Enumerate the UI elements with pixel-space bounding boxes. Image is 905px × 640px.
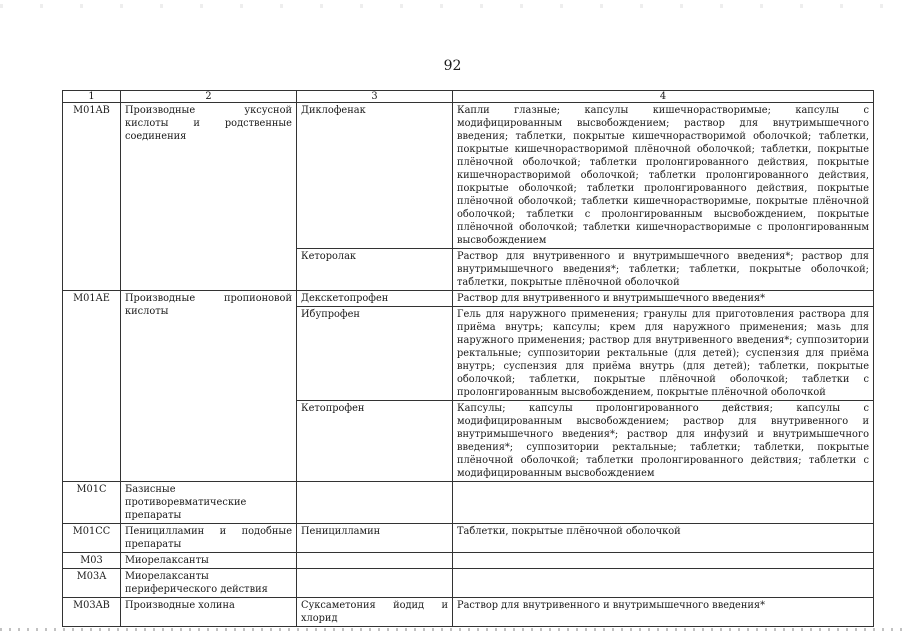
dosage-forms-cell: Раствор для внутривенного и внутримышечного введения* — [453, 598, 874, 627]
group-name-cell: Базисные противоревматические препараты — [121, 482, 297, 524]
group-name-cell: Пеницилламин и подобные препараты — [121, 524, 297, 553]
table-row — [63, 524, 874, 553]
table-row — [63, 598, 874, 627]
atc-code-cell: M03A — [63, 569, 121, 598]
drug-name-cell — [297, 553, 453, 569]
drug-name-cell — [297, 569, 453, 598]
dosage-forms-cell: Капсулы; капсулы пролонгированного действия; капсулы с модифицированным высвобождением; раствор для внутривенного и внутримышечного введения*; раствор для инфузий и внутримышечного введения*; суппозитории ректальные; таблетки; таблетки, покрытые плёночной оболочкой; таблетки пролонгированного действия; таблетки с модифицированным высвобождением — [453, 401, 874, 482]
table-row — [63, 291, 874, 307]
atc-code-cell: M01C — [63, 482, 121, 524]
drug-name-cell: Пеницилламин — [297, 524, 453, 553]
table-row — [63, 553, 874, 569]
column-header-1: 1 — [63, 91, 121, 103]
atc-code-cell: M01AE — [63, 291, 121, 482]
drug-name-cell — [297, 482, 453, 524]
dosage-forms-cell: Капли глазные; капсулы кишечнорастворимые; капсулы с модифицированным высвобождением; раствор для внутримышечного введения; таблетки, покрытые кишечнорастворимой оболочкой; таблетки, покрытые кишечнорастворимой плёночной оболочкой; таблетки, покрытые плёночной оболочкой; таблетки пролонгированного действия, покрытые кишечнорастворимой оболочкой; таблетки пролонгированного действия, покрытые оболочкой; таблетки пролонгированного действия, покрытые плёночной оболочкой; таблетки кишечнорастворимые, покрытые плёночной оболочкой; таблетки с пролонгированным высвобождением, покрытые плёночной оболочкой; таблетки кишечнорастворимые с пролонгированным высвобождением — [453, 103, 874, 249]
group-name-cell: Производные пропионовой кислоты — [121, 291, 297, 482]
table-row — [63, 103, 874, 249]
group-name-cell: Производные холина — [121, 598, 297, 627]
table-row — [63, 482, 874, 524]
drug-table — [62, 90, 874, 627]
drug-name-cell: Диклофенак — [297, 103, 453, 249]
atc-code-cell: M03 — [63, 553, 121, 569]
dosage-forms-cell: Раствор для внутривенного и внутримышечного введения*; раствор для внутримышечного введения*; таблетки; таблетки, покрытые оболочкой; таблетки, покрытые плёночной оболочкой — [453, 249, 874, 291]
atc-code-cell: M01AB — [63, 103, 121, 291]
drug-name-cell: Ибупрофен — [297, 307, 453, 401]
column-header-4: 4 — [453, 91, 874, 103]
atc-code-cell: M03AB — [63, 598, 121, 627]
drug-name-cell: Кетопрофен — [297, 401, 453, 482]
dosage-forms-cell — [453, 553, 874, 569]
scan-artifact-bottom — [0, 628, 905, 631]
dosage-forms-cell: Гель для наружного применения; гранулы для приготовления раствора для приёма внутрь; капсулы; крем для наружного применения; мазь для наружного применения; раствор для внутривенного введения*; суппозитории ректальные; суппозитории ректальные (для детей); суспензия для приёма внутрь; суспензия для приёма внутрь (для детей); таблетки, покрытые оболочкой; таблетки, покрытые плёночной оболочкой; таблетки с пролонгированным высвобождением, покрытые плёночной оболочкой — [453, 307, 874, 401]
atc-code-cell: M01CC — [63, 524, 121, 553]
scan-artifact-top — [0, 4, 905, 8]
dosage-forms-cell: Таблетки, покрытые плёночной оболочкой — [453, 524, 874, 553]
group-name-cell: Миорелаксанты — [121, 553, 297, 569]
drug-name-cell: Суксаметония йодид и хлорид — [297, 598, 453, 627]
group-name-cell: Производные уксусной кислоты и родственные соединения — [121, 103, 297, 291]
table-row — [63, 569, 874, 598]
page-number: 92 — [443, 58, 462, 74]
column-header-2: 2 — [121, 91, 297, 103]
drug-name-cell: Кеторолак — [297, 249, 453, 291]
dosage-forms-cell — [453, 569, 874, 598]
group-name-cell: Миорелаксанты периферического действия — [121, 569, 297, 598]
drug-name-cell: Декскетопрофен — [297, 291, 453, 307]
dosage-forms-cell — [453, 482, 874, 524]
table-header-row — [63, 91, 874, 103]
dosage-forms-cell: Раствор для внутривенного и внутримышечного введения* — [453, 291, 874, 307]
column-header-3: 3 — [297, 91, 453, 103]
